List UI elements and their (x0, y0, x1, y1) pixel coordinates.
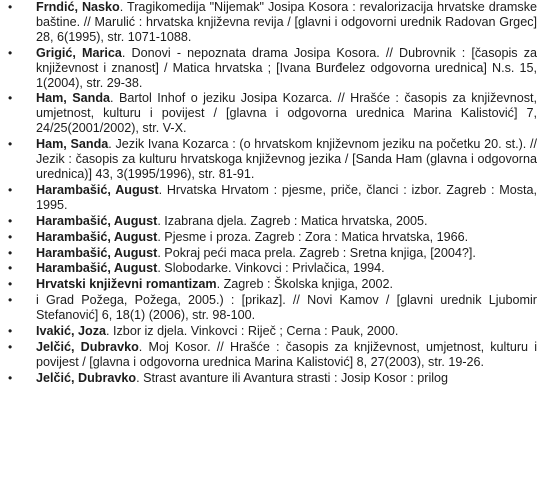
bibliography-entry (0, 137, 555, 182)
bullet-icon: • (8, 182, 13, 197)
bullet-icon: • (8, 91, 13, 106)
bullet-icon: • (8, 324, 13, 339)
entry-author: Harambašić, August (36, 182, 159, 197)
entry-author: Ham, Sanda (36, 137, 109, 152)
entry-author: Harambašić, August (36, 245, 158, 260)
bibliography-entry (0, 293, 555, 323)
entry-citation: . Izbor iz djela. Vinkovci : Riječ ; Cerna : Pauk, 2000. (106, 324, 399, 339)
bullet-icon: • (8, 213, 13, 228)
bibliography-entry (0, 246, 555, 261)
entry-citation: . Strast avanture ili Avantura strasti : Josip Kosor : prilog (136, 370, 449, 385)
bibliography-entry (0, 261, 555, 276)
bullet-icon: • (8, 261, 13, 276)
entry-citation: . Hrvatska Hrvatom : pjesme, priče, članci : izbor. Zagreb : Mosta, 1995. (36, 182, 537, 212)
bullet-icon: • (8, 339, 13, 354)
entry-author: Ham, Sanda (36, 91, 111, 106)
bullet-icon: • (8, 293, 13, 308)
bibliography-entry (0, 371, 555, 386)
entry-author: Grigić, Marica (36, 45, 122, 60)
entry-citation: . Slobodarke. Vinkovci : Privlačica, 1994. (157, 261, 385, 276)
entry-citation: . Pokraj peći maca prela. Zagreb : Sretna knjiga, [2004?]. (157, 245, 476, 260)
entry-author: Harambašić, August (36, 261, 158, 276)
entry-author: Harambašić, August (36, 213, 158, 228)
bullet-icon: • (8, 137, 13, 152)
bullet-icon: • (8, 370, 13, 385)
entry-citation: . Bartol Inhof o jeziku Josipa Kozarca. // Hrašće : časopis za književnost, umjetnost, kulturu i povijest / [glavna i odgovorna urednica Marina Kalistović] 7, 24/25(2001/2002), str. V-X. (36, 91, 537, 136)
entry-author: Hrvatski književni romantizam (36, 277, 217, 292)
bibliography-entry (0, 324, 555, 339)
entry-author: Jelčić, Dubravko (36, 370, 137, 385)
bullet-icon: • (8, 0, 13, 14)
bibliography-entry (0, 183, 555, 213)
entry-citation: . Izabrana djela. Zagreb : Matica hrvatska, 2005. (157, 213, 428, 228)
entry-author: Ivakić, Joza (36, 324, 107, 339)
bibliography-entry (0, 46, 555, 91)
entry-citation: . Zagreb : Školska knjiga, 2002. (216, 277, 393, 292)
entry-citation: . Donovi - nepoznata drama Josipa Kosora. // Dubrovnik : [časopis za književnost i znanost] / Matica hrvatska ; [Ivana Burđelez odgovorna urednica] N.s. 15, 1(2004), str. 29-38. (36, 45, 537, 90)
bibliography-entry (0, 214, 555, 229)
entry-citation: . Tragikomedija "Nijemak" Josipa Kosora : revalorizacija hrvatske dramske baštine. // Marulić : hrvatska književna revija / [glavni i odgovorni urednik Radovan Grgec] 28, 6(1995), str. 1071-1088. (36, 0, 537, 44)
bibliography-entry (0, 277, 555, 292)
entry-author: Frndić, Nasko (36, 0, 120, 14)
bibliography-entry (0, 91, 555, 136)
bibliography-entry (0, 230, 555, 245)
entry-citation: . Moj Kosor. // Hrašće : časopis za književnost, umjetnost, kulturu i povijest / [glavna i odgovorna urednica Marina Kalistović] 8, 27(2003), str. 19-26. (36, 339, 537, 369)
bullet-icon: • (8, 45, 13, 60)
bibliography-entry (0, 340, 555, 370)
entry-author: Harambašić, August (36, 229, 158, 244)
entry-citation: . Jezik Ivana Kozarca : (o hrvatskom književnom jeziku na početku 20. st.). // Jezik : časopis za kulturu hrvatskoga književnog jezika / [Sanda Ham (glavna i odgovorna urednica)] 43, 3(1995/1996), str. 81-91. (36, 137, 537, 181)
bullet-icon: • (8, 229, 13, 244)
entry-citation: . Pjesme i proza. Zagreb : Zora : Matica hrvatska, 1966. (157, 229, 469, 244)
entry-author: Jelčić, Dubravko (36, 339, 139, 354)
bullet-icon: • (8, 245, 13, 260)
bullet-icon: • (8, 277, 13, 292)
entry-citation: i Grad Požega, Požega, 2005.) : [prikaz]. // Novi Kamov / [glavni urednik Ljubomir Stefanović] 6, 18(1) (2006), str. 98-100. (36, 293, 537, 323)
bibliography-entry (0, 0, 555, 45)
